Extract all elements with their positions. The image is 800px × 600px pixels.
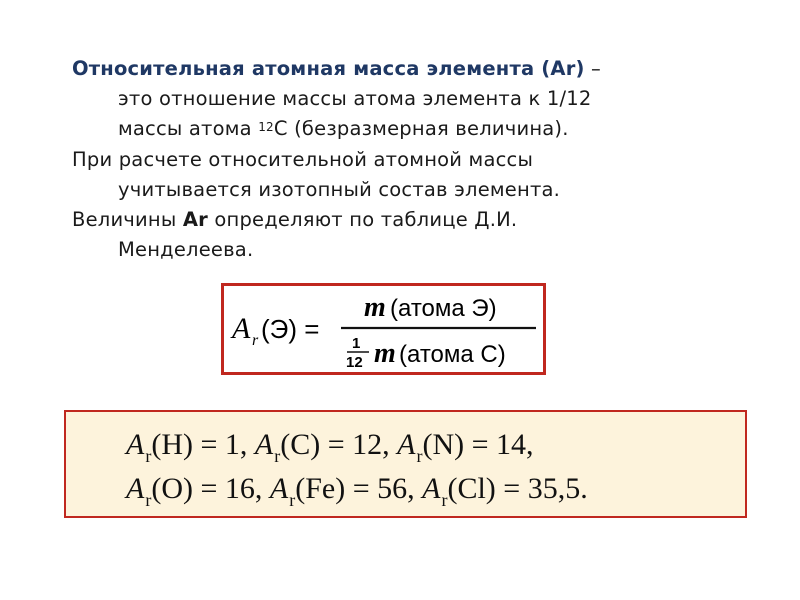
formula-small-den: 12 <box>346 354 363 371</box>
table-ref-line-1-after: определяют по таблице Д.И. <box>207 208 518 231</box>
formula-den-m: m <box>374 338 396 369</box>
definition-paragraph <box>72 54 728 144</box>
isotope-line-1: При расчете относительной атомной массы <box>72 148 534 171</box>
value-n: $A_r(N) = 14$, <box>397 428 534 466</box>
value-cl: $A_r(Cl) = 35,5$. <box>422 472 588 510</box>
formula-num-m: m <box>364 292 386 323</box>
values-row-1 <box>126 428 534 467</box>
formula-lhs-arg: (Э) = <box>261 314 320 344</box>
isotope-line-2: учитывается изотопный состав элемента. <box>118 178 561 201</box>
table-ref-line-2: Менделеева. <box>118 238 254 261</box>
definition-dash: – <box>584 57 601 80</box>
formula-lhs-a: A <box>232 312 251 345</box>
table-ref-line-1-before: Величины <box>72 208 183 231</box>
value-o: $A_r(O) = 16$, <box>126 472 270 510</box>
formula-box <box>221 283 546 375</box>
table-reference-paragraph <box>72 205 728 265</box>
definition-line-3-before: массы атома <box>118 117 259 140</box>
atomic-values-box <box>64 410 747 518</box>
definition-line-3 <box>72 114 728 144</box>
value-c: $A_r(C) = 12$, <box>254 428 398 466</box>
definition-line-3-after: С (безразмерная величина). <box>273 117 569 140</box>
value-h: $A_r(H) = 1$, <box>126 428 255 466</box>
formula-lhs-sub: r <box>252 332 259 349</box>
definition-line-2: это отношение массы атома элемента к 1/12 <box>118 87 592 110</box>
isotope-paragraph <box>72 145 728 205</box>
formula-svg <box>224 286 543 372</box>
formula-small-num: 1 <box>352 335 361 352</box>
formula-den-text: (атома С) <box>399 341 506 368</box>
values-row-2 <box>126 472 588 511</box>
isotope-mass-number: 12 <box>258 120 274 134</box>
definition-term: Относительная атомная масса элемента (Ar) <box>72 57 585 80</box>
table-ref-ar: Ar <box>182 208 208 231</box>
formula-num-text: (атома Э) <box>390 295 497 322</box>
value-fe: $A_r(Fe) = 56$, <box>269 472 423 510</box>
